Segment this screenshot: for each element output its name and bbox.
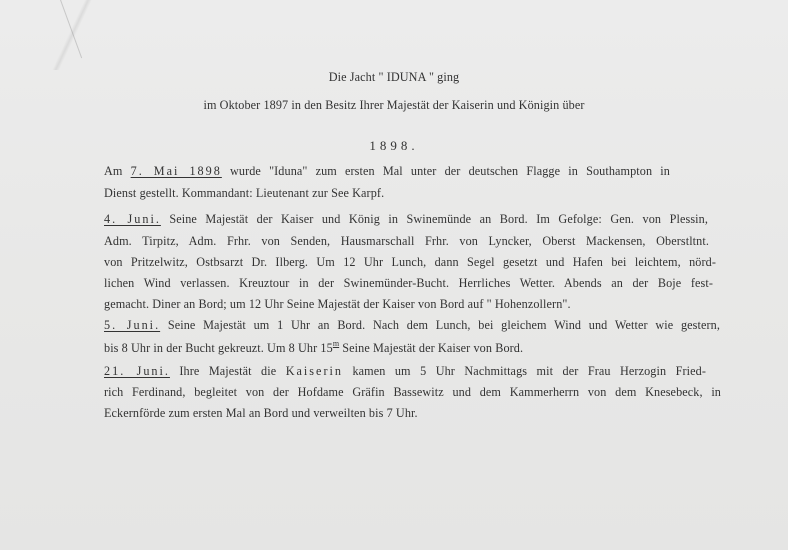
entry-june4-line-1 <box>104 212 708 227</box>
entry-june21-kaiserin: Kaiserin <box>285 364 343 378</box>
entry-may-line-1 <box>104 164 670 179</box>
heading-line-1: Die Jacht " IDUNA " ging <box>328 70 460 84</box>
entry-may-text: wurde "Iduna" zum ersten Mal unter der deutschen Flagge in Southampton in <box>221 164 670 178</box>
entry-june5-line-1 <box>104 318 720 333</box>
entry-june4-date: 4. Juni. <box>104 212 161 226</box>
entry-june21-text-b: kamen um 5 Uhr Nachmittags mit der Frau Herzogin Fried- <box>343 364 706 378</box>
entry-june5-line-2-text: bis 8 Uhr in der Bucht gekreuzt. Um 8 Uhr 15 <box>104 341 333 355</box>
entry-june5-text: Seine Majestät um 1 Uhr an Bord. Nach dem Lunch, bei gleichem Wind und Wetter wie gestern, <box>160 318 720 332</box>
entry-may-date: 7. Mai 1898 <box>130 164 222 178</box>
entry-june5-line-2 <box>104 339 523 356</box>
entry-june5-date: 5. Juni. <box>104 318 161 332</box>
heading-year: 1898. <box>369 138 419 153</box>
entry-june21-date: 21. Juni. <box>104 364 170 378</box>
entry-june4-line-4: lichen Wind verlassen. Kreuztour in der Swinemünder-Bucht. Herrliches Wetter. Abends an der Boje fest- <box>104 276 713 290</box>
entry-june5-minute-mark: m <box>332 339 340 348</box>
entry-june5-line-2-rest: Seine Majestät der Kaiser von Bord. <box>339 341 524 355</box>
entry-june4-line-5: gemacht. Diner an Bord; um 12 Uhr Seine Majestät der Kaiser von Bord auf " Hohenzollern". <box>104 297 571 311</box>
entry-june4-line-2: Adm. Tirpitz, Adm. Frhr. von Senden, Hausmarschall Frhr. von Lyncker, Oberst Mackensen, Oberstltnt. <box>104 234 709 248</box>
entry-june4-line-3: von Pritzelwitz, Ostbsarzt Dr. Ilberg. Um 12 Uhr Lunch, dann Segel gesetzt und Hafen bei leichtem, nörd- <box>104 255 716 269</box>
entry-june21-text-a: Ihre Majestät die <box>169 364 286 378</box>
heading-line-2: im Oktober 1897 in den Besitz Ihrer Majestät der Kaiserin und Königin über <box>203 98 585 112</box>
entry-may-line-2: Dienst gestellt. Kommandant: Lieutenant zur See Karpf. <box>104 186 385 200</box>
entry-may-prefix: Am <box>104 164 131 178</box>
entry-june21-line-1 <box>104 364 706 379</box>
entry-june4-text: Seine Majestät der Kaiser und König in Swinemünde an Bord. Im Gefolge: Gen. von Plessin, <box>160 212 708 226</box>
entry-june21-line-2: rich Ferdinand, begleitet von der Hofdame Gräfin Bassewitz und dem Kammerherrn von dem Knesebeck, in <box>104 385 721 399</box>
entry-june21-line-3: Eckernförde zum ersten Mal an Bord und verweilten bis 7 Uhr. <box>104 406 418 420</box>
